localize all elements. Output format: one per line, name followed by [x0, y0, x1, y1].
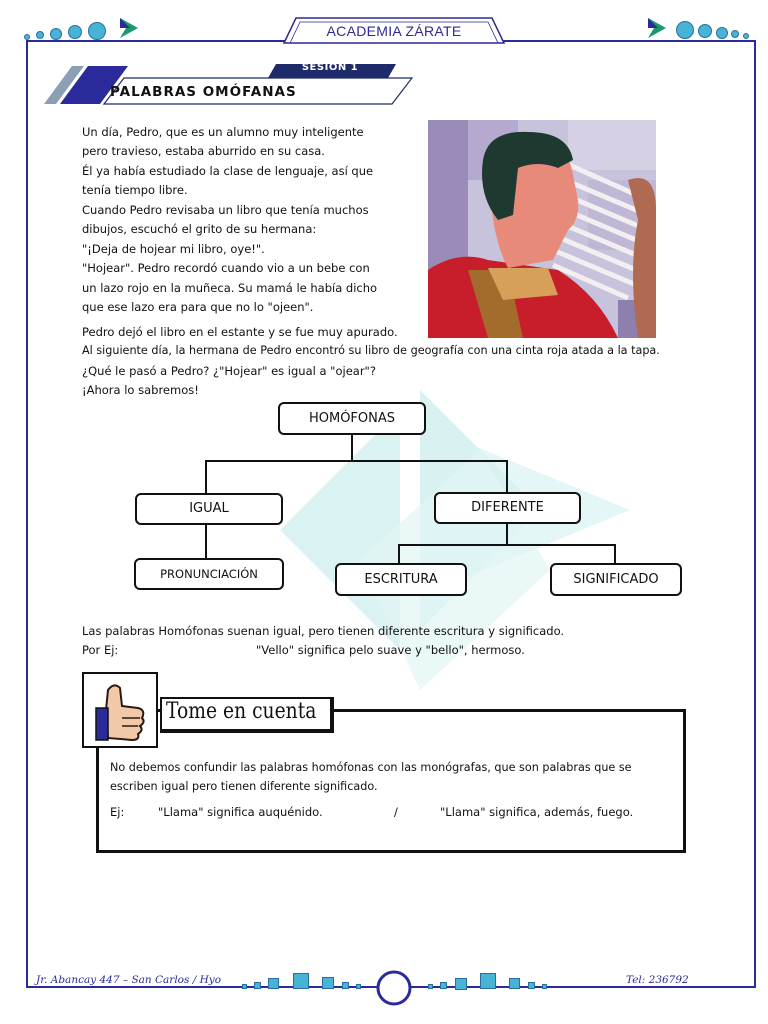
thumbs-up-icon [92, 680, 150, 742]
story-line: pero travieso, estaba aburrido en su casa. [82, 144, 325, 158]
homophones-node: HOMÓFONAS [278, 402, 426, 435]
meaning-node: SIGNIFICADO [550, 563, 682, 596]
story-line: ¡Ahora lo sabremos! [82, 383, 199, 397]
note-title: Tome en cuenta [166, 699, 317, 724]
academy-title: ACADEMIA ZÁRATE [326, 23, 462, 39]
writing-node: ESCRITURA [335, 563, 467, 596]
story-line: tenía tiempo libre. [82, 183, 188, 197]
section-title: PALABRAS OMÓFANAS [110, 84, 297, 100]
example-label: Por Ej: [82, 643, 119, 657]
definition-text: Las palabras Homófonas suenan igual, pero tienen diferente escritura y significado. [82, 624, 565, 638]
example-text: "Vello" significa pelo suave y "bello", hermoso. [256, 643, 525, 657]
same-node: IGUAL [135, 493, 283, 525]
note-example-a: "Llama" significa auquénido. [158, 805, 323, 819]
note-example-b: "Llama" significa, además, fuego. [440, 805, 634, 819]
story-line: dibujos, escuchó el grito de su hermana: [82, 222, 317, 236]
different-node: DIFERENTE [434, 492, 581, 524]
story-line: Pedro dejó el libro en el estante y se fue muy apurado. [82, 325, 398, 339]
story-line: ¿Qué le pasó a Pedro? ¿"Hojear" es igual a "ojear"? [82, 364, 376, 378]
footer-phone: Tel: 236792 [626, 974, 689, 986]
story-line: que ese lazo era para que no lo "ojeen". [82, 300, 314, 314]
story-line: Cuando Pedro revisaba un libro que tenía muchos [82, 203, 369, 217]
story-line: Él ya había estudiado la clase de lenguaje, así que [82, 164, 374, 178]
story-line: un lazo rojo en la muñeca. Su mamá le había dicho [82, 281, 378, 295]
footer-circle-icon [374, 966, 414, 1006]
note-separator: / [394, 805, 398, 819]
note-line: escriben igual pero tienen diferente significado. [110, 780, 378, 793]
footer-address: Jr. Abancay 447 – San Carlos / Hyo [36, 974, 222, 986]
session-label: SESION 1 [301, 62, 359, 73]
note-line: No debemos confundir las palabras homófonas con las monógrafas, que son palabras que se [110, 761, 632, 774]
story-line: "¡Deja de hojear mi libro, oye!". [82, 242, 265, 256]
pronunciation-node: PRONUNCIACIÓN [134, 558, 284, 590]
arrow-logo-left-icon [118, 16, 140, 40]
story-line: Al siguiente día, la hermana de Pedro encontró su libro de geografía con una cinta roja atada a la tapa. [82, 344, 660, 357]
arrow-logo-right-icon [646, 16, 668, 40]
story-line: Un día, Pedro, que es un alumno muy inteligente [82, 125, 364, 139]
story-line: "Hojear". Pedro recordó cuando vio a un bebe con [82, 261, 370, 275]
note-example-label: Ej: [110, 805, 125, 819]
pedro-illustration [428, 120, 656, 338]
